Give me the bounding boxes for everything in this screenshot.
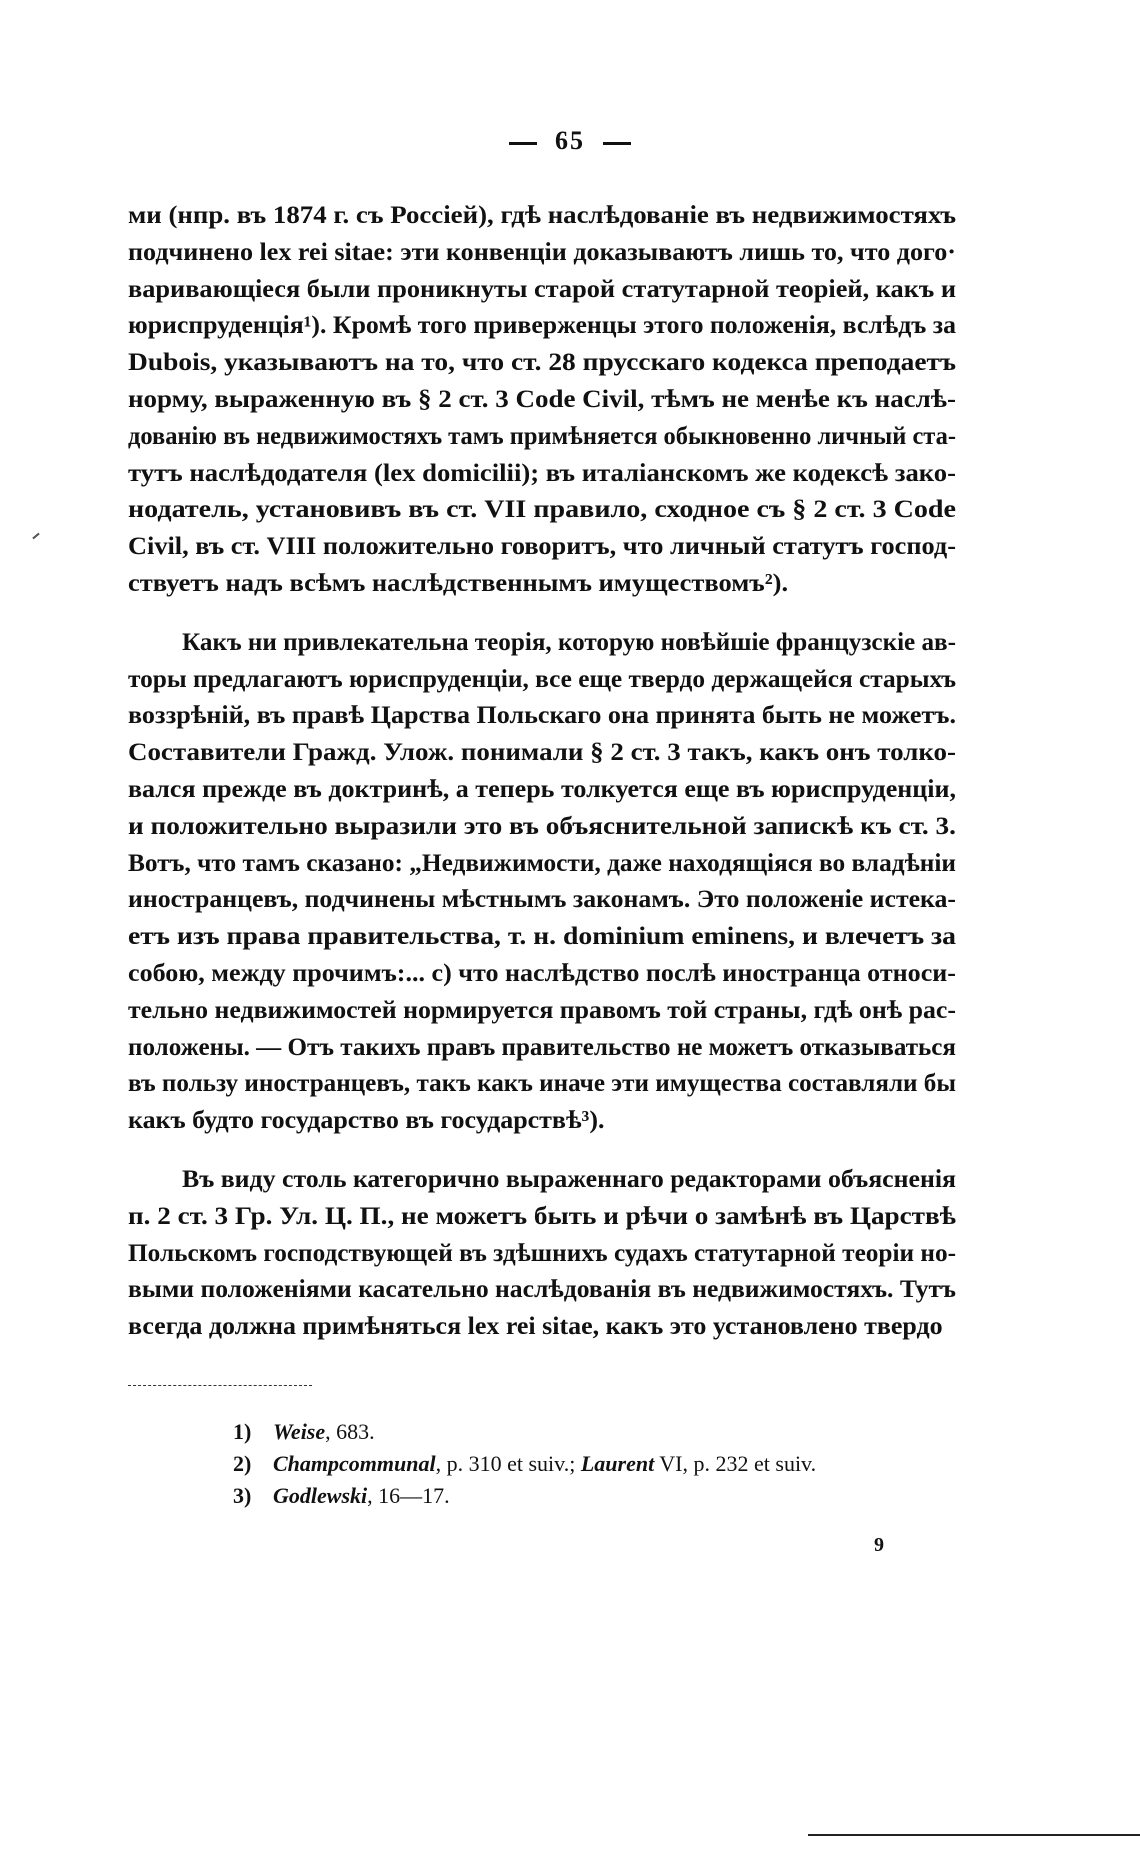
footnote-text: , 683.	[325, 1419, 375, 1444]
signature-mark: 9	[874, 1534, 884, 1556]
footnote-3	[233, 1480, 816, 1512]
text-line: юриспруденція¹). Кромѣ того приверженцы этого положенія, вслѣдъ за	[128, 312, 956, 340]
text-line: норму, выраженную въ § 2 ст. 3 Code Civil, тѣмъ не менѣе къ наслѣ-	[128, 385, 956, 413]
text-line: иностранцевъ, подчинены мѣстнымъ законамъ. Это положеніе истека-	[128, 886, 956, 914]
footnotes	[233, 1416, 816, 1512]
footnote-2	[233, 1448, 816, 1480]
text-line: нодатель, установивъ въ ст. VII правило, сходное съ § 2 ст. 3 Code	[128, 496, 956, 524]
text-line: Въ виду столь категорично выраженнаго редакторами объясненія	[182, 1165, 956, 1193]
text-line: Civil, въ ст. VIII положительно говоритъ, что личный статутъ господ-	[128, 533, 956, 561]
footnote-text: VI, p. 232 et suiv.	[654, 1451, 817, 1476]
footnote-author: Laurent	[580, 1451, 655, 1476]
text-line: всегда должна примѣняться lex rei sitae, какъ это установлено твердо	[128, 1313, 943, 1341]
text-line: торы предлагаютъ юриспруденціи, все еще твердо держащейся старыхъ	[128, 665, 956, 693]
page-number-text: 65	[555, 126, 585, 155]
text-line: собою, между прочимъ:... c) что наслѣдство послѣ иностранца относи-	[128, 959, 956, 987]
text-line: ми (нпр. въ 1874 г. съ Россіей), гдѣ наслѣдованіе въ недвижимостяхъ	[128, 202, 956, 229]
page-number	[0, 126, 1140, 156]
paragraph	[128, 198, 956, 603]
text-line: Dubois, указываютъ на то, что ст. 28 прусскаго кодекса преподаетъ	[128, 349, 957, 377]
text-line: Составители Гражд. Улож. понимали § 2 ст. 3 такъ, какъ онъ толко-	[128, 739, 956, 767]
body-text	[128, 198, 956, 1368]
text-line: въ пользу иностранцевъ, такъ какъ иначе эти имущества составляли бы	[128, 1070, 956, 1098]
text-line: воззрѣній, въ правѣ Царства Польскаго она принята быть не можетъ.	[128, 702, 956, 730]
scan-speck	[32, 533, 39, 540]
text-line: Польскомъ господствующей въ здѣшнихъ судахъ статутарной теоріи но-	[128, 1239, 957, 1267]
paragraph	[128, 1162, 956, 1346]
text-line: п. 2 ст. 3 Гр. Ул. Ц. П., не можетъ быть и рѣчи о замѣнѣ въ Царствѣ	[128, 1202, 956, 1230]
footnote-rule	[128, 1385, 312, 1386]
text-line: Вотъ, что тамъ сказано: „Недвижимости, даже находящіяся во владѣніи	[128, 849, 957, 877]
text-line: и положительно выразили это въ объяснительной запискѣ къ ст. 3.	[128, 812, 956, 840]
text-line: тутъ наслѣдодателя (lex domicilii); въ италіанскомъ же кодексѣ зако-	[128, 459, 956, 487]
footnote-author: Champcommunal	[273, 1451, 436, 1476]
text-line: ствуетъ надъ всѣмъ наслѣдственнымъ имуществомъ²).	[128, 569, 789, 597]
footnote-author: Godlewski	[273, 1483, 368, 1508]
footnote-mark: 1)	[233, 1419, 252, 1444]
footnote-text: , 16—17.	[367, 1483, 450, 1508]
text-line: дованію въ недвижимостяхъ тамъ примѣняется обыкновенно личный ста-	[128, 422, 956, 450]
text-line: вался прежде въ доктринѣ, а теперь толкуется еще въ юриспруденціи,	[128, 775, 956, 803]
footnote-author: Weise	[273, 1419, 326, 1444]
dash-left	[509, 142, 537, 145]
text-line: подчинено lex rei sitae: эти конвенціи доказываютъ лишь то, что дого·	[128, 238, 956, 266]
text-line: варивающіеся были проникнуты старой статутарной теоріей, какъ и	[128, 275, 956, 303]
text-line: Какъ ни привлекательна теорія, которую новѣйшіе французскіе ав-	[182, 628, 956, 656]
bottom-rule	[808, 1834, 1140, 1836]
paragraph	[128, 625, 956, 1140]
footnote-1	[233, 1416, 816, 1448]
text-line: тельно недвижимостей нормируется правомъ той страны, гдѣ онѣ рас-	[128, 996, 956, 1024]
text-line: выми положеніями касательно наслѣдованія въ недвижимостяхъ. Тутъ	[128, 1276, 957, 1304]
footnote-text: , p. 310 et suiv.;	[435, 1451, 581, 1476]
dash-right	[603, 142, 631, 145]
footnote-mark: 3)	[233, 1483, 252, 1508]
text-line: какъ будто государство въ государствѣ³).	[128, 1107, 605, 1135]
text-line: положены. — Отъ такихъ правъ правительство не можетъ отказываться	[128, 1033, 956, 1061]
text-line: етъ изъ права правительства, т. н. dominium eminens, и влечетъ за	[128, 923, 957, 951]
footnote-mark: 2)	[233, 1451, 252, 1476]
